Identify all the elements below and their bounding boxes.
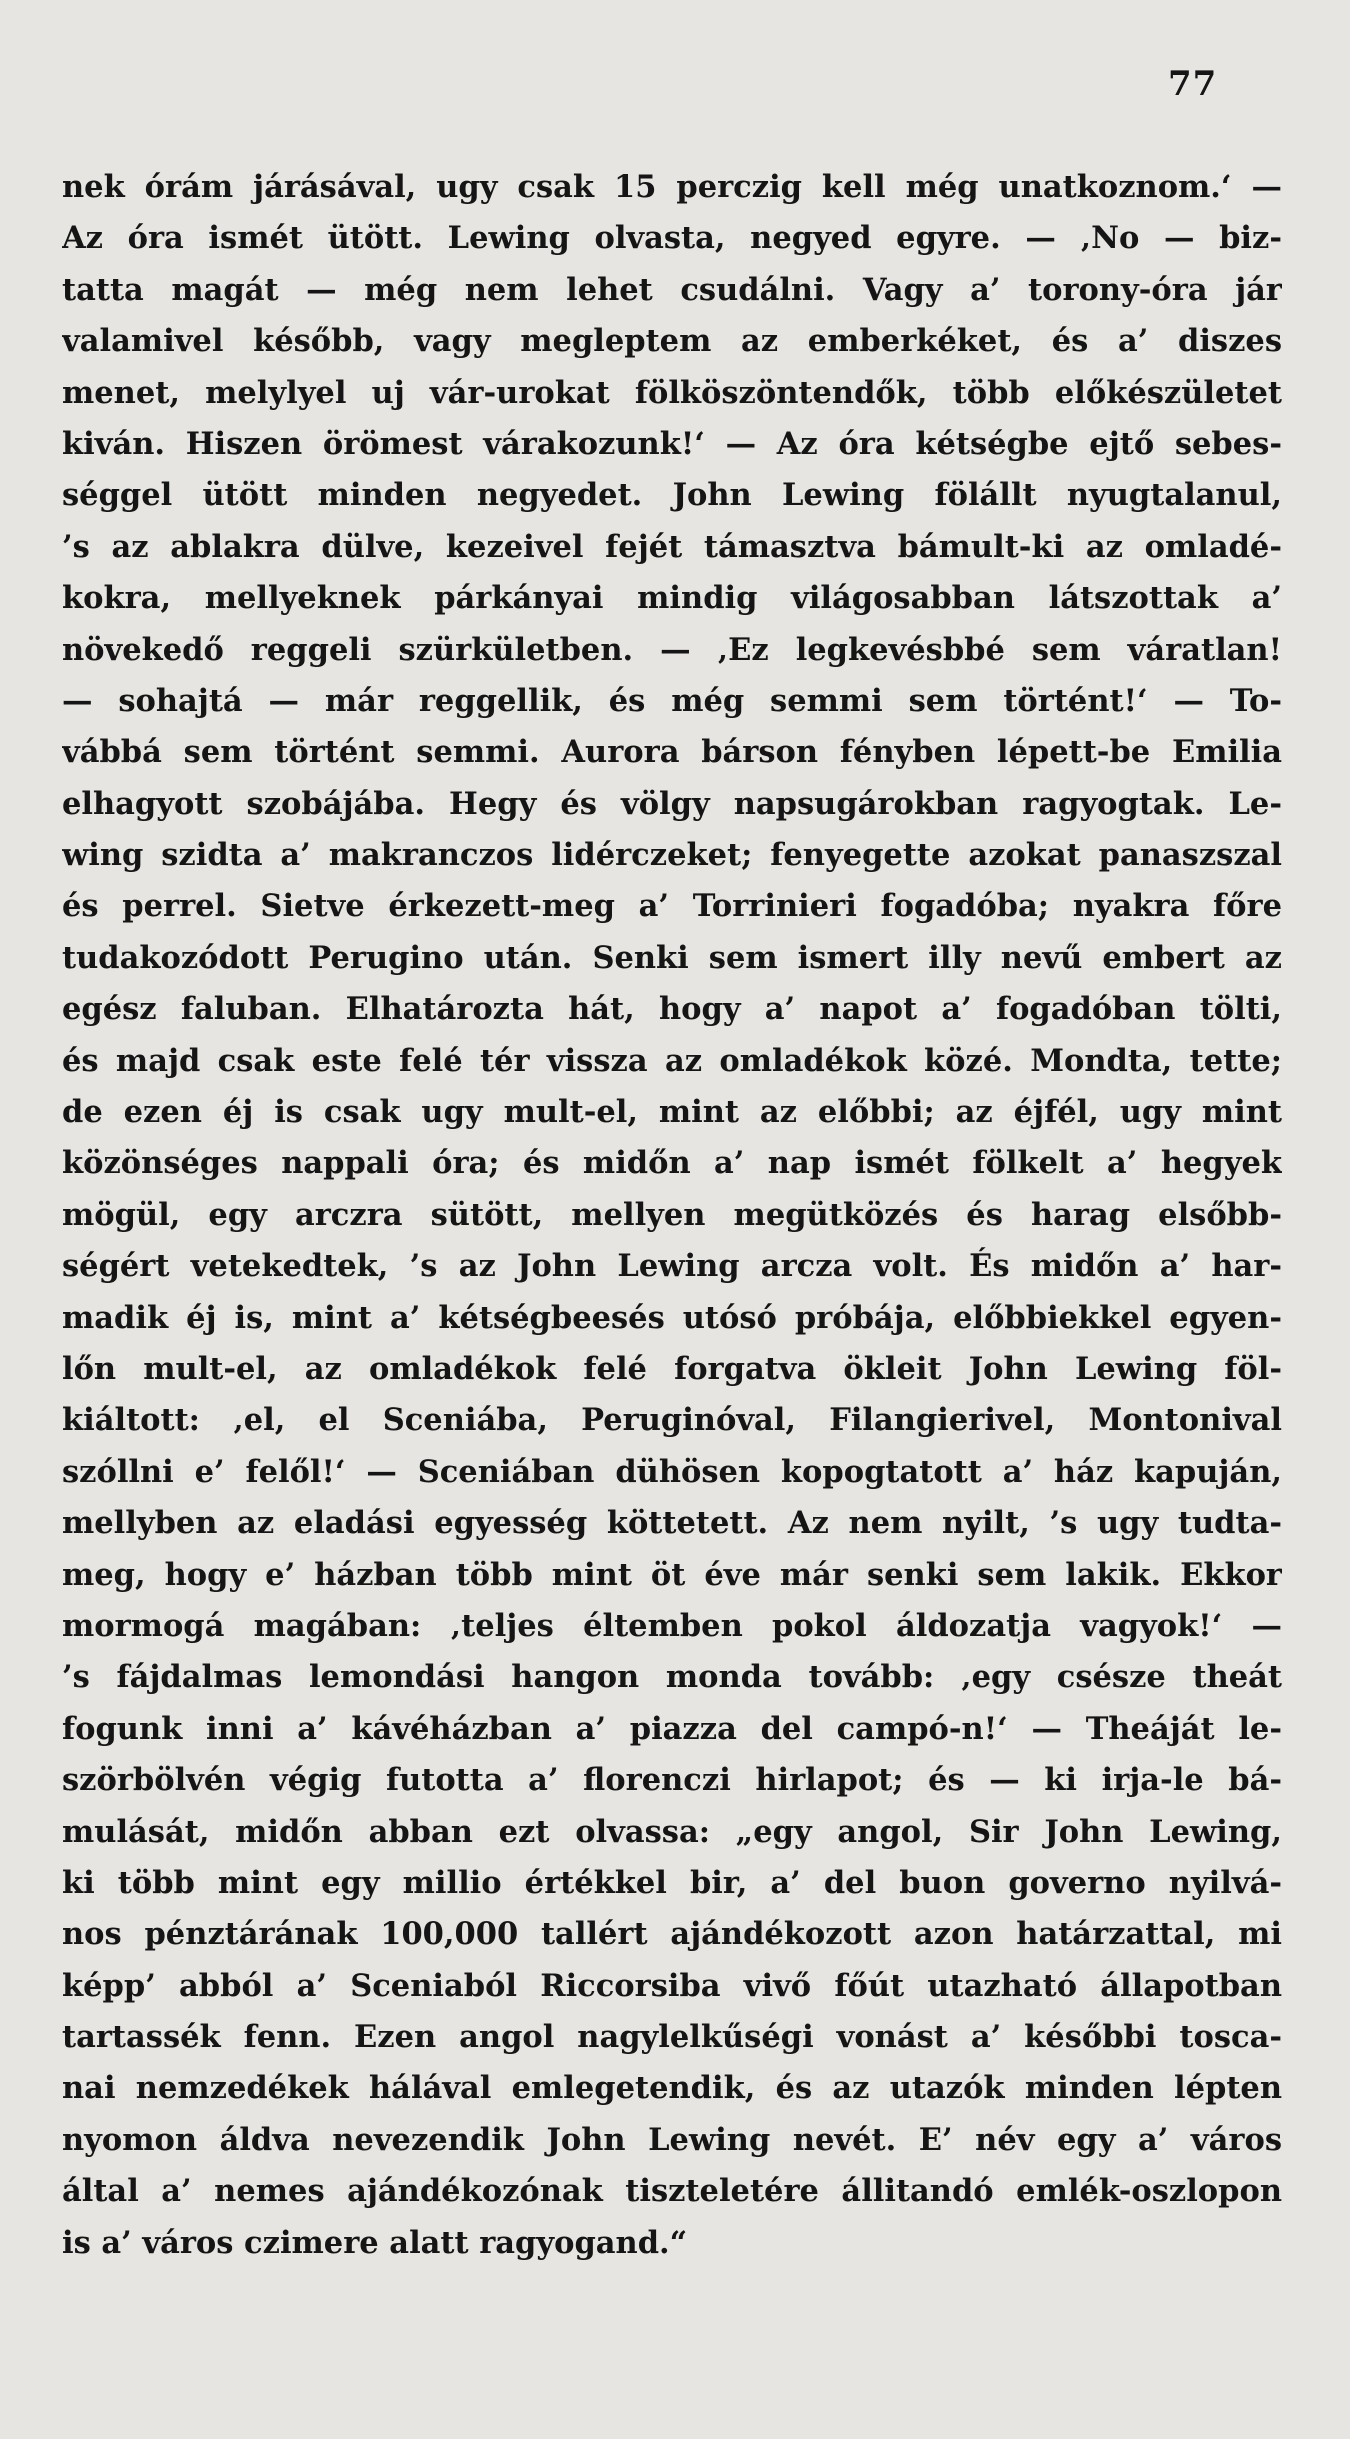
text-line: szörbölvén végig futotta a’ florenczi hirlapot; és — ki irja-le bá- <box>62 1762 1282 1799</box>
text-line: kokra, mellyeknek párkányai mindig világosabban látszottak a’ <box>62 580 1282 617</box>
text-line: fogunk inni a’ kávéházban a’ piazza del campó-n!‘ — Theáját le- <box>62 1710 1282 1747</box>
text-line: kiáltott: ‚el, el Sceniába, Peruginóval, Filangierivel, Montonival <box>62 1402 1282 1439</box>
text-line: ségért vetekedtek, ’s az John Lewing arcza volt. És midőn a’ har- <box>62 1248 1282 1285</box>
text-line: vábbá sem történt semmi. Aurora bárson fényben lépett-be Emilia <box>62 734 1282 771</box>
text-line: képp’ abból a’ Sceniaból Riccorsiba vivő főút utazható állapotban <box>62 1967 1282 2004</box>
text-line: elhagyott szobájába. Hegy és völgy napsugárokban ragyogtak. Le- <box>62 785 1282 822</box>
text-line: kiván. Hiszen örömest várakozunk!‘ — Az óra kétségbe ejtő sebes- <box>62 425 1282 462</box>
text-line: növekedő reggeli szürkületben. — ‚Ez legkevésbbé sem váratlan! <box>62 631 1282 668</box>
text-line: ’s az ablakra dülve, kezeivel fejét támasztva bámult-ki az omladé- <box>62 528 1282 565</box>
text-line: Az óra ismét ütött. Lewing olvasta, negyed egyre. — ‚No — biz- <box>62 220 1282 257</box>
text-line: valamivel később, vagy megleptem az emberkéket, és a’ diszes <box>62 323 1282 360</box>
text-line: mellyben az eladási egyesség köttetett. Az nem nyilt, ’s ugy tudta- <box>62 1505 1282 1542</box>
text-line: mögül, egy arczra sütött, mellyen megütközés és harag elsőbb- <box>62 1196 1282 1233</box>
text-line: nos pénztárának 100,000 tallért ajándékozott azon határzattal, mi <box>62 1916 1282 1953</box>
page-number: 77 <box>1168 64 1218 104</box>
text-line: lőn mult-el, az omladékok felé forgatva ökleit John Lewing föl- <box>62 1350 1282 1387</box>
text-line: tartassék fenn. Ezen angol nagylelkűségi vonást a’ későbbi tosca- <box>62 2019 1282 2056</box>
text-line: ’s fájdalmas lemondási hangon monda tovább: ‚egy csésze theát <box>62 1659 1282 1696</box>
text-line: nyomon áldva nevezendik John Lewing nevét. E’ név egy a’ város <box>62 2121 1282 2158</box>
text-line: is a’ város czimere alatt ragyogand.“ <box>62 2224 688 2261</box>
text-line: séggel ütött minden negyedet. John Lewing fölállt nyugtalanul, <box>62 477 1282 514</box>
text-line: és majd csak este felé tér vissza az omladékok közé. Mondta, tette; <box>62 1042 1282 1079</box>
text-line: tudakozódott Perugino után. Senki sem ismert illy nevű embert az <box>62 939 1282 976</box>
text-line: de ezen éj is csak ugy mult-el, mint az előbbi; az éjfél, ugy mint <box>62 1094 1282 1131</box>
text-line: menet, melylyel uj vár-urokat fölköszöntendők, több előkészületet <box>62 374 1282 411</box>
body-text <box>62 162 1282 2269</box>
text-line: közönséges nappali óra; és midőn a’ nap ismét fölkelt a’ hegyek <box>62 1145 1282 1182</box>
text-line: nek órám járásával, ugy csak 15 perczig kell még unatkoznom.‘ — <box>62 169 1282 205</box>
text-line: által a’ nemes ajándékozónak tiszteletére állitandó emlék-oszlopon <box>62 2173 1282 2210</box>
text-line: és perrel. Sietve érkezett-meg a’ Torrinieri fogadóba; nyakra főre <box>62 888 1282 925</box>
text-line: egész faluban. Elhatározta hát, hogy a’ napot a’ fogadóban tölti, <box>62 991 1282 1028</box>
text-line: nai nemzedékek hálával emlegetendik, és az utazók minden lépten <box>62 2070 1282 2107</box>
text-line: ki több mint egy millio értékkel bir, a’ del buon governo nyilvá- <box>62 1864 1282 1901</box>
text-line: mulását, midőn abban ezt olvassa: „egy angol, Sir John Lewing, <box>62 1813 1282 1850</box>
text-line: wing szidta a’ makranczos lidérczeket; fenyegette azokat panaszszal <box>62 837 1282 874</box>
text-line: — sohajtá — már reggellik, és még semmi sem történt!‘ — To- <box>62 682 1282 719</box>
text-line: mormogá magában: ‚teljes éltemben pokol áldozatja vagyok!‘ — <box>62 1607 1282 1644</box>
text-line: meg, hogy e’ házban több mint öt éve már senki sem lakik. Ekkor <box>62 1556 1282 1593</box>
text-line: szóllni e’ felől!‘ — Sceniában dühösen kopogtatott a’ ház kapuján, <box>62 1453 1282 1490</box>
text-line: tatta magát — még nem lehet csudálni. Vagy a’ torony-óra jár <box>62 271 1282 308</box>
text-line: madik éj is, mint a’ kétségbeesés utósó próbája, előbbiekkel egyen- <box>62 1299 1282 1336</box>
